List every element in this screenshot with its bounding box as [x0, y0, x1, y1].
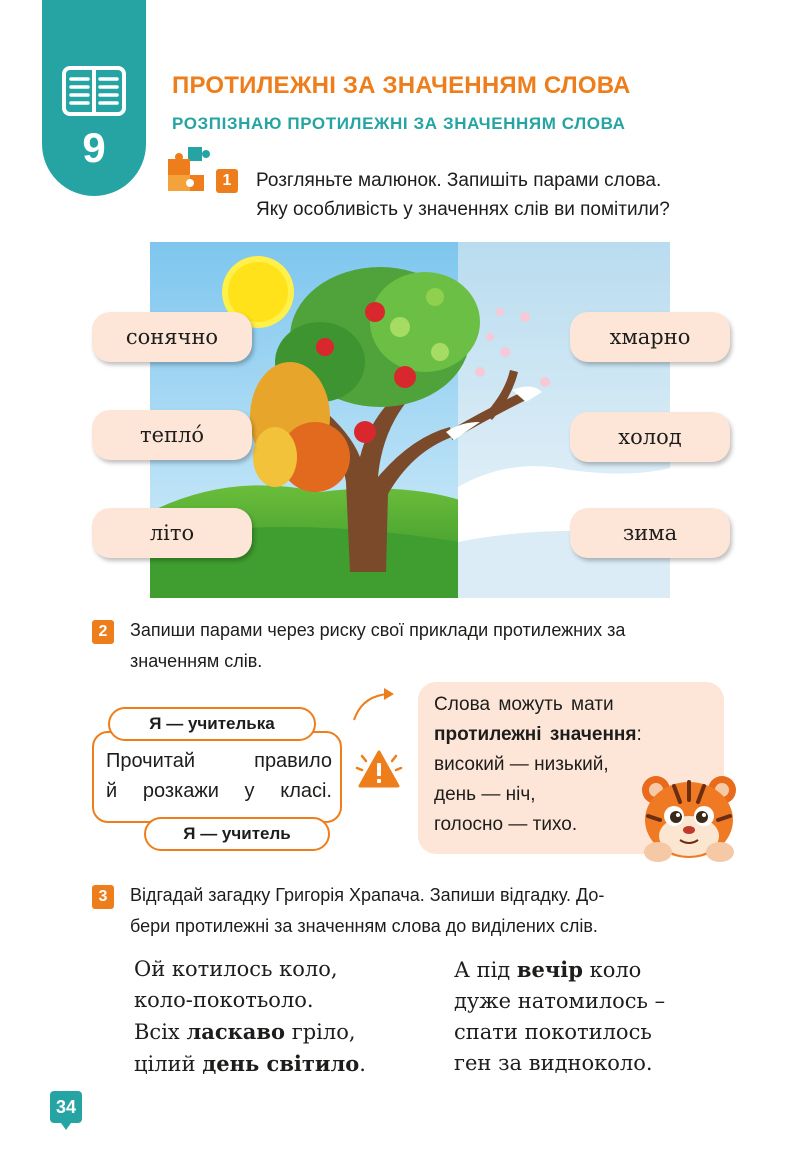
arrow-icon: [348, 684, 404, 724]
word-cloudy: хмарно: [570, 312, 730, 362]
word-cold: холод: [570, 412, 730, 462]
warning-icon: [356, 748, 402, 790]
rule-keyword: протилежні значення: [434, 724, 637, 745]
tiger-icon: [634, 768, 744, 868]
role-tag-female: Я — учителька: [108, 707, 316, 741]
task-3-badge: 3: [92, 885, 114, 909]
task-3-instructions: Відгадай загадку Григорія Храпача. Запиши відгадку. До- бери протилежні за значенням слова до виділених слів.: [130, 885, 605, 936]
word-summer: літо: [92, 508, 252, 558]
lesson-tab: [42, 0, 146, 196]
word-warm: тепло́: [92, 410, 252, 460]
book-icon: [62, 66, 126, 116]
rule-text: Слова можуть мати протилежні значення: високий — низький, день — ніч, голосно — тихо.: [434, 694, 642, 835]
seasons-picture: [125, 242, 691, 598]
page-number: 34: [50, 1091, 82, 1123]
task-1-instructions: Розгляньте малюнок. Запишіть парами слова. Яку особливість у значеннях слів ви помітили?: [256, 170, 670, 220]
poem-left-column: Ой котилось коло, коло-покотьоло. Всіх лаcкаво гріло, цілий день світило.: [134, 957, 366, 1076]
page-subtitle: РОЗПІЗНАЮ ПРОТИЛЕЖНІ ЗА ЗНАЧЕННЯМ СЛОВА: [172, 114, 626, 133]
page-title: ПРОТИЛЕЖНІ ЗА ЗНАЧЕННЯМ СЛОВА: [172, 72, 631, 99]
teacher-instruction: Прочитай правило й розкажи у класі.: [106, 750, 332, 802]
highlight-word-evening: вечір: [516, 957, 583, 982]
poem-right-column: А під вечір коло дуже натомилось – спати покотилось ген за видноколо.: [454, 957, 666, 1075]
role-tag-male: Я — учитель: [144, 817, 330, 851]
puzzle-icon: [166, 145, 212, 193]
highlight-word-kindly: лаcкаво: [186, 1019, 286, 1044]
task-1-badge: 1: [216, 169, 238, 193]
lesson-number: 9: [82, 124, 106, 171]
word-winter: зима: [570, 508, 730, 558]
task-2-instructions: Запиши парами через риску свої приклади протилежних за значенням слів.: [130, 620, 626, 671]
task-2-badge: 2: [92, 620, 114, 644]
highlight-words-day-shone: день світило: [202, 1051, 360, 1076]
word-sunny: сонячно: [92, 312, 252, 362]
